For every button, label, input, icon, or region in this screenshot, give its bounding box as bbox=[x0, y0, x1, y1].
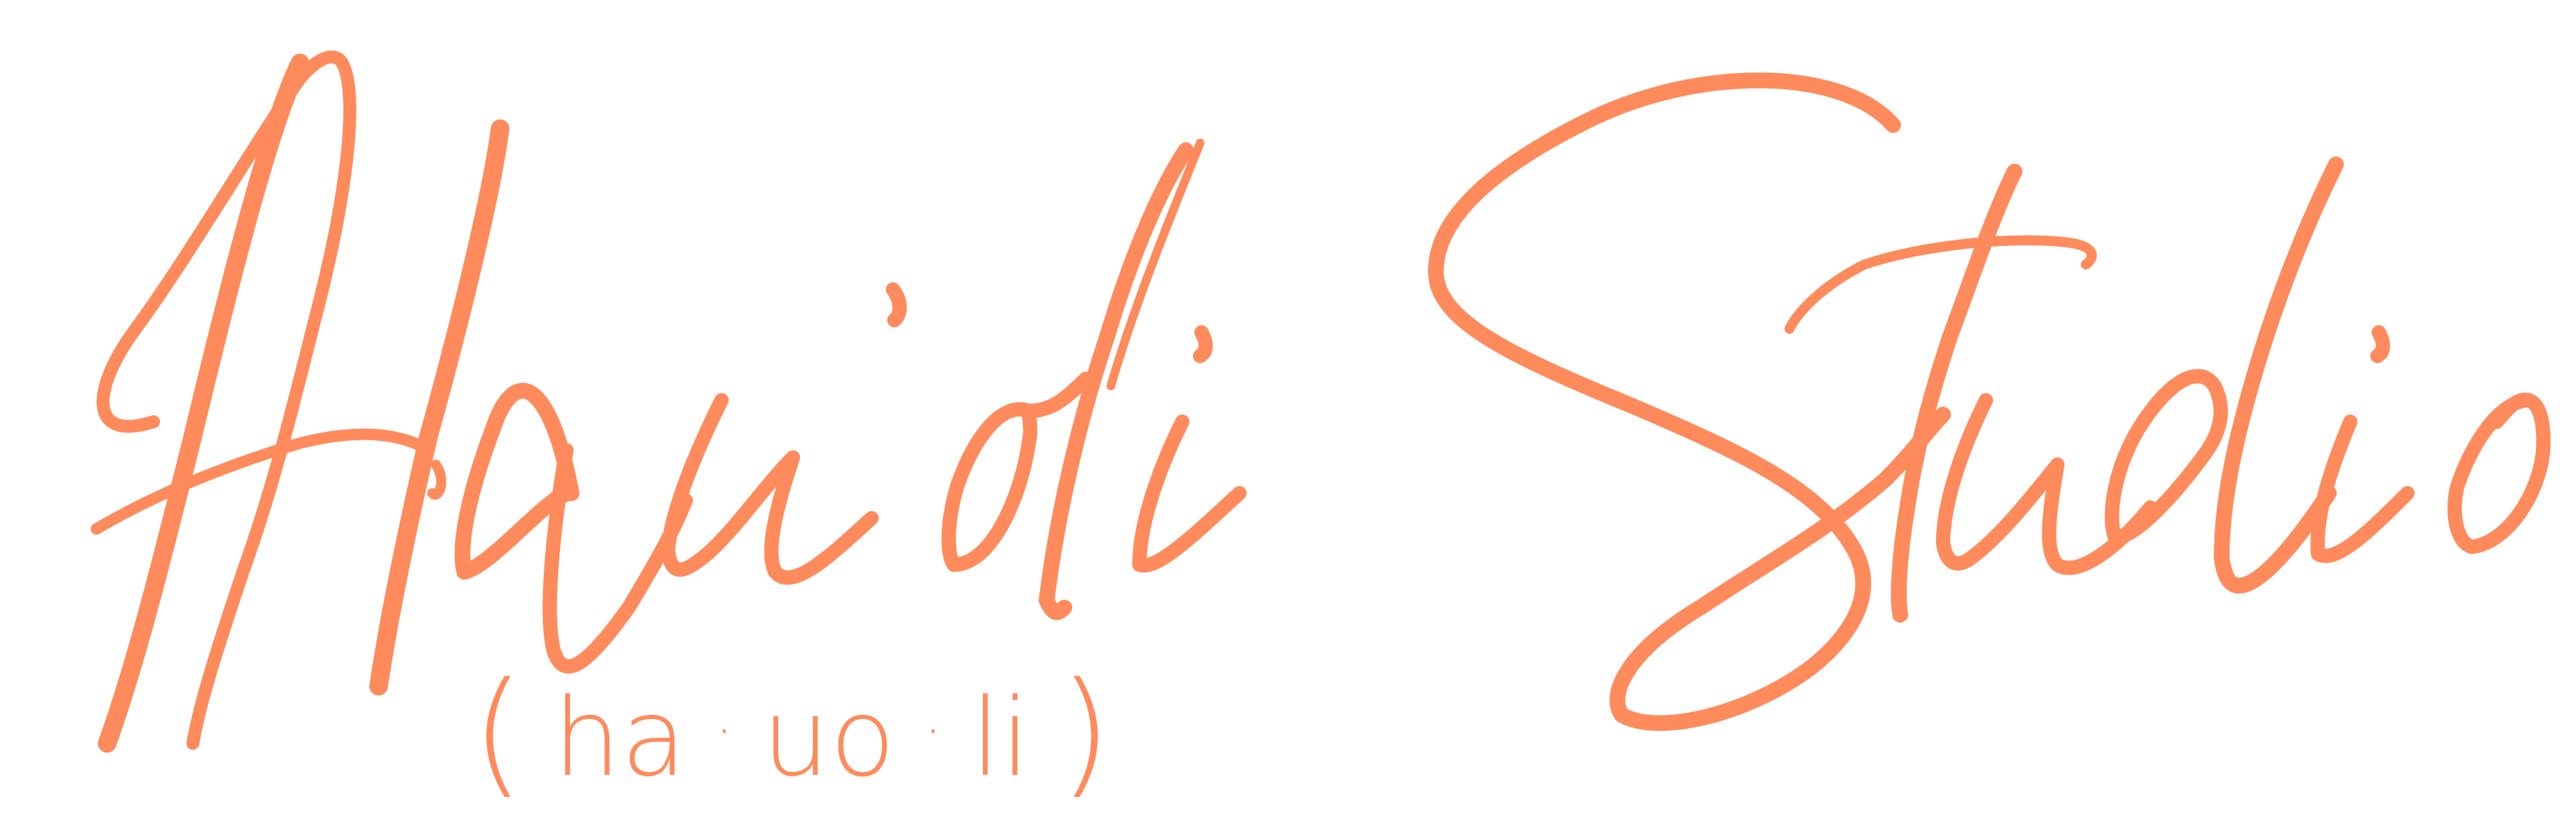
letter-u bbox=[668, 400, 872, 578]
letter-s-flourish bbox=[1789, 240, 2092, 329]
pronunciation-syllable-3: li bbox=[970, 676, 1031, 801]
letter-i-1-dot bbox=[1200, 332, 1206, 356]
apostrophe bbox=[893, 289, 899, 320]
letter-s-main bbox=[1436, 80, 1943, 723]
letter-i-2-dot bbox=[2377, 332, 2383, 356]
letter-i-2 bbox=[2317, 422, 2407, 556]
letter-o-2 bbox=[2455, 400, 2543, 547]
letter-h-tail bbox=[432, 465, 441, 495]
letter-h-right-stem bbox=[379, 129, 500, 686]
pronunciation-syllable-2: uo bbox=[762, 676, 896, 801]
pronunciation-close-paren: ) bbox=[1059, 653, 1112, 811]
pronunciation-separator-1: · bbox=[715, 698, 734, 764]
pronunciation-separator-2: · bbox=[924, 698, 942, 764]
pronunciation-guide bbox=[471, 653, 1112, 811]
pronunciation-syllable-1: ha bbox=[553, 676, 687, 801]
letter-d-bowl bbox=[2112, 376, 2220, 537]
letter-h-left-stroke bbox=[107, 63, 300, 743]
pronunciation-open-paren: ( bbox=[471, 653, 525, 811]
letter-i-1 bbox=[1139, 422, 1239, 565]
